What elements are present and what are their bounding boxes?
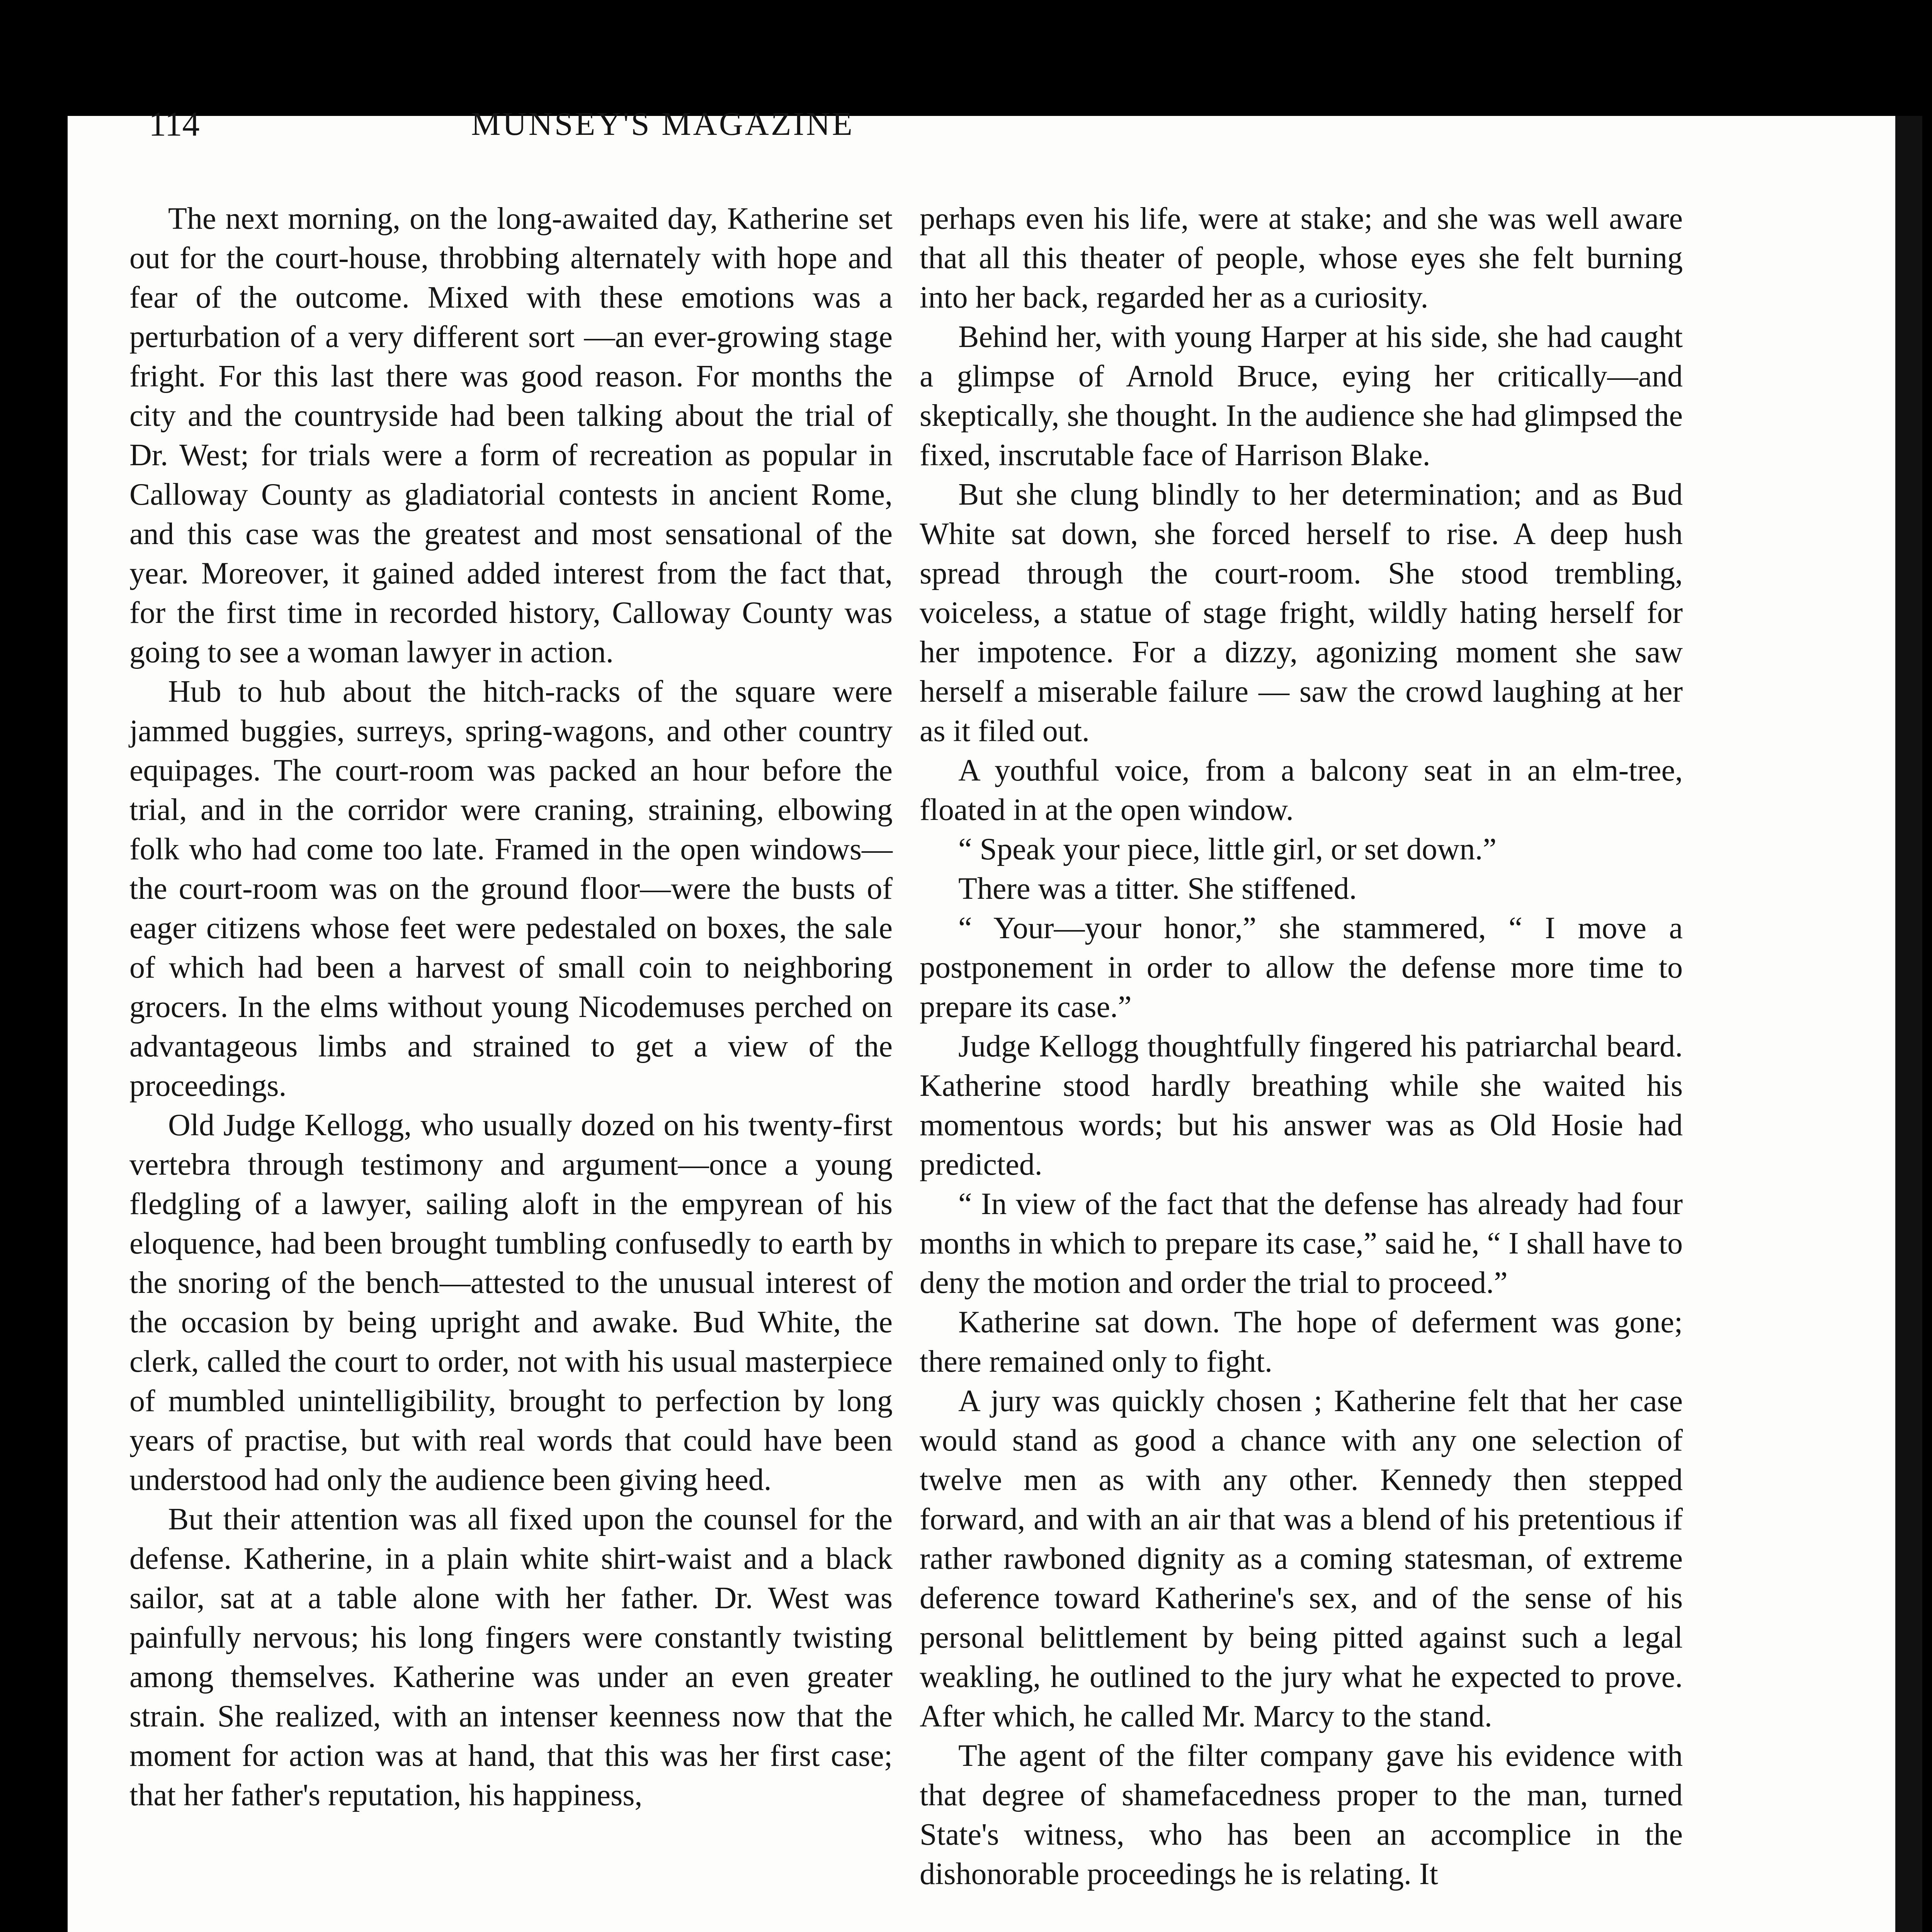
paragraph: “ In view of the fact that the defense has already had four months in which to prepare its case,” said he, “ I shall have to deny the motion and order the trial to proceed.” bbox=[920, 1187, 1683, 1300]
paragraph: But she clung blindly to her determination; and as Bud White sat down, she forced herself to rise. A deep hush spread through the court-room. She stood trembling, voiceless, a statue of stage fright, wildly hating herself for her impotence. For a dizzy, agonizing moment she saw herself a miserable failure — saw the crowd laughing at her as it filed out. bbox=[920, 478, 1683, 748]
page-header bbox=[149, 104, 1177, 155]
paragraph: A jury was quickly chosen ; Katherine felt that her case would stand as good a chance with any one selection of twelve men as with any other. Kennedy then stepped forward, and with an air that was a blend of his pretentious if rather rawboned dignity as a coming statesman, of extreme deference toward Katherine's sex, and of the sense of his personal belittlement by being pitted against such a legal weakling, he outlined to the jury what he expected to prove. After which, he called Mr. Marcy to the stand. bbox=[920, 1384, 1683, 1733]
paragraph: Judge Kellogg thoughtfully fingered his patriarchal beard. Katherine stood hardly breathing while she waited his momentous words; but his answer was as Old Hosie had predicted. bbox=[920, 1029, 1683, 1182]
paragraph: The agent of the filter company gave his evidence with that degree of shamefacedness proper to the man, turned State's witness, who has been an accomplice in the dishonorable proceedings he is relating. It bbox=[920, 1739, 1683, 1891]
paragraph: A youthful voice, from a balcony seat in an elm-tree, floated in at the open window. bbox=[920, 753, 1683, 827]
paragraph: “ Your—your honor,” she stammered, “ I move a postponement in order to allow the defense more time to prepare its case.” bbox=[920, 911, 1683, 1024]
paragraph: “ Speak your piece, little girl, or set down.” bbox=[958, 832, 1497, 866]
paragraph: Old Judge Kellogg, who usually dozed on his twenty-first vertebra through testimony and argument—once a young fledgling of a lawyer, sailing aloft in the empyrean of his eloquence, had been brought tumbling confusedly to earth by the snoring of the bench—attested to the unusual interest of the occasion by being upright and awake. Bud White, the clerk, called the court to order, not with his usual masterpiece of mumbled unintelligibility, brought to perfection by long years of practise, but with real words that could have been understood had only the audience been giving heed. bbox=[129, 1108, 893, 1497]
text-column-right bbox=[920, 199, 1683, 1894]
text-column-left bbox=[129, 199, 893, 1815]
page-number: 114 bbox=[149, 105, 200, 143]
paragraph: But their attention was all fixed upon the counsel for the defense. Katherine, in a plain white shirt-waist and a black sailor, sat at a table alone with her father. Dr. West was painfully nervous; his long fingers were constantly twisting among themselves. Katherine was under an even greater strain. She realized, with an intenser keenness now that the moment for action was at hand, that this was her first case; that her father's reputation, his happiness, bbox=[129, 1502, 893, 1812]
paragraph-continued: perhaps even his life, were at stake; and she was well aware that all this theater of people, whose eyes she felt burning into her back, regarded her as a curiosity. bbox=[920, 202, 1683, 315]
running-head: MUNSEY'S MAGAZINE bbox=[471, 105, 854, 142]
page-spine-shadow bbox=[1895, 116, 1922, 1932]
paragraph: Katherine sat down. The hope of deferment was gone; there remained only to fight. bbox=[920, 1305, 1683, 1379]
paragraph: Hub to hub about the hitch-racks of the square were jammed buggies, surreys, spring-wagons, and other country equipages. The court-room was packed an hour before the trial, and in the corridor were craning, straining, elbowing folk who had come too late. Framed in the open windows—the court-room was on the ground floor—were the busts of eager citizens whose feet were pedestaled on boxes, the sale of which had been a harvest of small coin to neighboring grocers. In the elms without young Nicodemuses perched on advantageous limbs and strained to get a view of the proceedings. bbox=[129, 675, 893, 1103]
paragraph: The next morning, on the long-awaited day, Katherine set out for the court-house, throbbing alternately with hope and fear of the outcome. Mixed with these emotions was a perturbation of a very different sort —an ever-growing stage fright. For this last there was good reason. For months the city and the countryside had been talking about the trial of Dr. West; for trials were a form of recreation as popular in Calloway County as gladiatorial contests in ancient Rome, and this case was the greatest and most sensational of the year. Moreover, it gained added interest from the fact that, for the first time in recorded history, Calloway County was going to see a woman lawyer in action. bbox=[129, 202, 893, 669]
paragraph: Behind her, with young Harper at his side, she had caught a glimpse of Arnold Bruce, eying her critically—and skeptically, she thought. In the audience she had glimpsed the fixed, inscrutable face of Harrison Blake. bbox=[920, 320, 1683, 472]
paragraph: There was a titter. She stiffened. bbox=[958, 872, 1357, 906]
